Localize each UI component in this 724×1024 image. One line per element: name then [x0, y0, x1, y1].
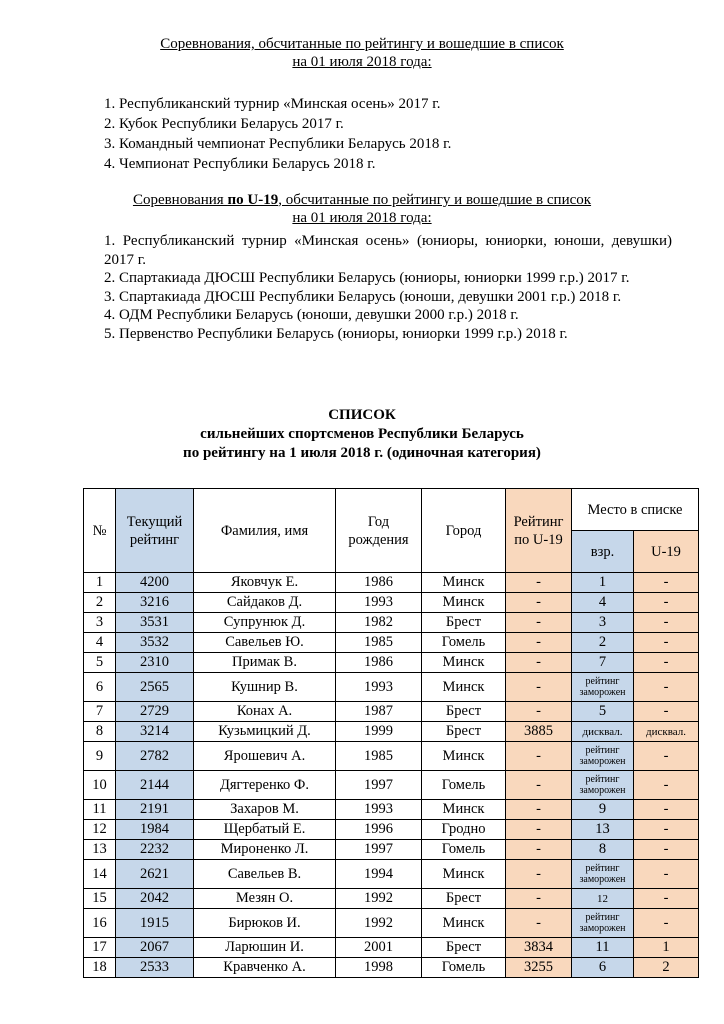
cell-place-adult: 11 [572, 938, 634, 958]
header-place: Место в списке [572, 489, 699, 531]
cell-u19-rating: - [506, 613, 572, 633]
cell-no: 9 [84, 742, 116, 771]
list-item: 4. Чемпионат Республики Беларусь 2018 г. [104, 156, 376, 172]
cell-birth-year: 1986 [336, 653, 422, 673]
cell-name: Мезян О. [194, 889, 336, 909]
cell-birth-year: 2001 [336, 938, 422, 958]
list-item: 4. ОДМ Республики Беларусь (юноши, девушки 2000 г.р.) 2018 г. [104, 307, 519, 323]
list-item: 3. Командный чемпионат Республики Беларусь 2018 г. [104, 136, 452, 152]
cell-place-u19: - [634, 820, 699, 840]
table-row [84, 840, 699, 860]
cell-city: Гомель [422, 633, 506, 653]
cell-no: 2 [84, 593, 116, 613]
cell-no: 17 [84, 938, 116, 958]
cell-u19-rating: 3834 [506, 938, 572, 958]
cell-city: Гомель [422, 771, 506, 800]
cell-city: Брест [422, 889, 506, 909]
header-current-rating: Текущий рейтинг [116, 489, 194, 573]
list-title-line3: по рейтингу на 1 июля 2018 г. (одиночная категория) [183, 445, 541, 461]
cell-current-rating: 2144 [116, 771, 194, 800]
list-item: 1. Республиканский турнир «Минская осень» 2017 г. [104, 96, 441, 112]
cell-no: 13 [84, 840, 116, 860]
cell-place-adult: 6 [572, 958, 634, 978]
cell-place-u19: - [634, 573, 699, 593]
section2-heading-bold: по U-19 [227, 192, 279, 208]
list-item: 2. Кубок Республики Беларусь 2017 г. [104, 116, 344, 132]
cell-place-adult: 12 [572, 889, 634, 909]
cell-u19-rating: - [506, 771, 572, 800]
cell-place-adult: 3 [572, 613, 634, 633]
cell-no: 15 [84, 889, 116, 909]
cell-place-adult: рейтинг заморожен [572, 742, 634, 771]
cell-current-rating: 2067 [116, 938, 194, 958]
cell-place-adult: рейтинг заморожен [572, 771, 634, 800]
cell-city: Брест [422, 938, 506, 958]
cell-place-adult: 2 [572, 633, 634, 653]
section2-heading-line1 [0, 191, 724, 209]
cell-place-adult: рейтинг заморожен [572, 673, 634, 702]
header-name: Фамилия, имя [194, 489, 336, 573]
cell-name: Бирюков И. [194, 909, 336, 938]
cell-current-rating: 2565 [116, 673, 194, 702]
table-row [84, 800, 699, 820]
cell-birth-year: 1982 [336, 613, 422, 633]
cell-city: Минск [422, 653, 506, 673]
cell-u19-rating: - [506, 800, 572, 820]
cell-name: Ларюшин И. [194, 938, 336, 958]
cell-birth-year: 1997 [336, 840, 422, 860]
cell-city: Гродно [422, 820, 506, 840]
list-title [0, 406, 724, 463]
section1-heading-line1: Соревнования, обсчитанные по рейтингу и вошедшие в список [160, 36, 564, 52]
cell-birth-year: 1985 [336, 633, 422, 653]
cell-place-u19: - [634, 702, 699, 722]
cell-place-u19: - [634, 800, 699, 820]
cell-u19-rating: - [506, 840, 572, 860]
section2-heading-pre: Соревнования [132, 192, 228, 208]
cell-name: Савельев Ю. [194, 633, 336, 653]
cell-name: Кушнир В. [194, 673, 336, 702]
cell-no: 5 [84, 653, 116, 673]
cell-place-u19: дисквал. [634, 722, 699, 742]
cell-birth-year: 1996 [336, 820, 422, 840]
cell-no: 16 [84, 909, 116, 938]
cell-u19-rating: - [506, 673, 572, 702]
table-row [84, 702, 699, 722]
cell-u19-rating: - [506, 653, 572, 673]
cell-u19-rating: 3885 [506, 722, 572, 742]
cell-place-u19: - [634, 889, 699, 909]
table-row [84, 633, 699, 653]
cell-birth-year: 1998 [336, 958, 422, 978]
section1-heading [0, 35, 724, 71]
table-row [84, 889, 699, 909]
section2-heading-line2: на 01 июля 2018 года: [292, 210, 432, 226]
cell-place-adult: дисквал. [572, 722, 634, 742]
cell-name: Примак В. [194, 653, 336, 673]
cell-no: 10 [84, 771, 116, 800]
cell-no: 18 [84, 958, 116, 978]
cell-u19-rating: - [506, 860, 572, 889]
cell-birth-year: 1997 [336, 771, 422, 800]
cell-birth-year: 1985 [336, 742, 422, 771]
cell-no: 3 [84, 613, 116, 633]
cell-city: Минск [422, 673, 506, 702]
section2-heading-post: , обсчитанные по рейтингу и вошедшие в список [278, 192, 592, 208]
cell-city: Минск [422, 573, 506, 593]
table-row [84, 860, 699, 889]
cell-city: Минск [422, 860, 506, 889]
cell-place-u19: - [634, 909, 699, 938]
cell-city: Гомель [422, 840, 506, 860]
cell-no: 7 [84, 702, 116, 722]
cell-birth-year: 1987 [336, 702, 422, 722]
cell-place-u19: - [634, 633, 699, 653]
cell-place-u19: - [634, 742, 699, 771]
list-item: 5. Первенство Республики Беларусь (юниоры, юниорки 1999 г.р.) 2018 г. [104, 325, 568, 342]
list-item: 2. Спартакиада ДЮСШ Республики Беларусь (юниоры, юниорки 1999 г.р.) 2017 г. [104, 270, 630, 286]
table-row [84, 673, 699, 702]
cell-current-rating: 1984 [116, 820, 194, 840]
cell-birth-year: 1994 [336, 860, 422, 889]
cell-place-u19: - [634, 593, 699, 613]
table-body [84, 573, 699, 978]
cell-city: Брест [422, 702, 506, 722]
list-title-line2: сильнейших спортсменов Республики Беларусь [200, 426, 524, 442]
table-row [84, 909, 699, 938]
cell-current-rating: 3531 [116, 613, 194, 633]
cell-place-u19: - [634, 613, 699, 633]
cell-u19-rating: - [506, 593, 572, 613]
cell-place-adult: 4 [572, 593, 634, 613]
cell-name: Кравченко А. [194, 958, 336, 978]
cell-no: 12 [84, 820, 116, 840]
cell-place-u19: 2 [634, 958, 699, 978]
cell-no: 14 [84, 860, 116, 889]
cell-birth-year: 1993 [336, 593, 422, 613]
list-item: 1. Республиканский турнир «Минская осень» (юниоры, юниорки, юноши, девушки) 2017 г. [104, 233, 672, 268]
cell-place-adult: 8 [572, 840, 634, 860]
cell-name: Захаров М. [194, 800, 336, 820]
cell-current-rating: 2621 [116, 860, 194, 889]
cell-current-rating: 3216 [116, 593, 194, 613]
cell-birth-year: 1993 [336, 673, 422, 702]
list-title-line1: СПИСОК [328, 407, 396, 423]
cell-name: Кузьмицкий Д. [194, 722, 336, 742]
cell-name: Савельев В. [194, 860, 336, 889]
cell-u19-rating: - [506, 573, 572, 593]
cell-u19-rating: - [506, 742, 572, 771]
header-place-u19: U-19 [634, 531, 699, 573]
cell-birth-year: 1993 [336, 800, 422, 820]
cell-u19-rating: - [506, 820, 572, 840]
table-row [84, 742, 699, 771]
table-row [84, 958, 699, 978]
cell-u19-rating: 3255 [506, 958, 572, 978]
table-row [84, 593, 699, 613]
header-place-adult: взр. [572, 531, 634, 573]
cell-place-adult: рейтинг заморожен [572, 860, 634, 889]
cell-place-adult: 1 [572, 573, 634, 593]
cell-u19-rating: - [506, 889, 572, 909]
cell-no: 11 [84, 800, 116, 820]
cell-city: Минск [422, 742, 506, 771]
cell-current-rating: 3214 [116, 722, 194, 742]
cell-name: Мироненко Л. [194, 840, 336, 860]
header-birth-year: Год рождения [336, 489, 422, 573]
cell-current-rating: 1915 [116, 909, 194, 938]
rating-table [83, 488, 699, 978]
cell-place-u19: - [634, 860, 699, 889]
header-no: № [84, 489, 116, 573]
cell-place-u19: 1 [634, 938, 699, 958]
table-row [84, 938, 699, 958]
table-row [84, 820, 699, 840]
section2-list [104, 232, 672, 343]
cell-name: Яковчук Е. [194, 573, 336, 593]
section2-heading [0, 191, 724, 227]
cell-place-adult: 5 [572, 702, 634, 722]
list-item: 3. Спартакиада ДЮСШ Республики Беларусь (юноши, девушки 2001 г.р.) 2018 г. [104, 288, 622, 305]
cell-city: Брест [422, 722, 506, 742]
cell-no: 1 [84, 573, 116, 593]
section1-heading-line2: на 01 июля 2018 года: [292, 54, 432, 70]
cell-name: Дягтеренко Ф. [194, 771, 336, 800]
cell-place-u19: - [634, 673, 699, 702]
table-row [84, 573, 699, 593]
cell-current-rating: 2310 [116, 653, 194, 673]
cell-place-adult: 7 [572, 653, 634, 673]
cell-no: 4 [84, 633, 116, 653]
cell-city: Минск [422, 909, 506, 938]
cell-city: Минск [422, 593, 506, 613]
cell-name: Сайдаков Д. [194, 593, 336, 613]
cell-current-rating: 2191 [116, 800, 194, 820]
cell-no: 8 [84, 722, 116, 742]
cell-u19-rating: - [506, 909, 572, 938]
section1-list [104, 94, 672, 174]
cell-current-rating: 2533 [116, 958, 194, 978]
cell-place-adult: 13 [572, 820, 634, 840]
header-city: Город [422, 489, 506, 573]
cell-birth-year: 1992 [336, 889, 422, 909]
cell-place-adult: 9 [572, 800, 634, 820]
cell-u19-rating: - [506, 633, 572, 653]
cell-current-rating: 2232 [116, 840, 194, 860]
cell-no: 6 [84, 673, 116, 702]
table-row [84, 771, 699, 800]
cell-current-rating: 3532 [116, 633, 194, 653]
table-row [84, 653, 699, 673]
table-row [84, 722, 699, 742]
cell-city: Брест [422, 613, 506, 633]
cell-city: Гомель [422, 958, 506, 978]
cell-u19-rating: - [506, 702, 572, 722]
header-u19-rating: Рейтинг по U-19 [506, 489, 572, 573]
cell-place-u19: - [634, 771, 699, 800]
cell-name: Конах А. [194, 702, 336, 722]
cell-current-rating: 2729 [116, 702, 194, 722]
cell-current-rating: 4200 [116, 573, 194, 593]
cell-current-rating: 2042 [116, 889, 194, 909]
cell-birth-year: 1992 [336, 909, 422, 938]
cell-current-rating: 2782 [116, 742, 194, 771]
cell-name: Супрунюк Д. [194, 613, 336, 633]
cell-name: Ярошевич А. [194, 742, 336, 771]
cell-name: Щербатый Е. [194, 820, 336, 840]
table-row [84, 613, 699, 633]
cell-city: Минск [422, 800, 506, 820]
cell-place-u19: - [634, 653, 699, 673]
cell-birth-year: 1986 [336, 573, 422, 593]
cell-place-u19: - [634, 840, 699, 860]
cell-place-adult: рейтинг заморожен [572, 909, 634, 938]
cell-birth-year: 1999 [336, 722, 422, 742]
